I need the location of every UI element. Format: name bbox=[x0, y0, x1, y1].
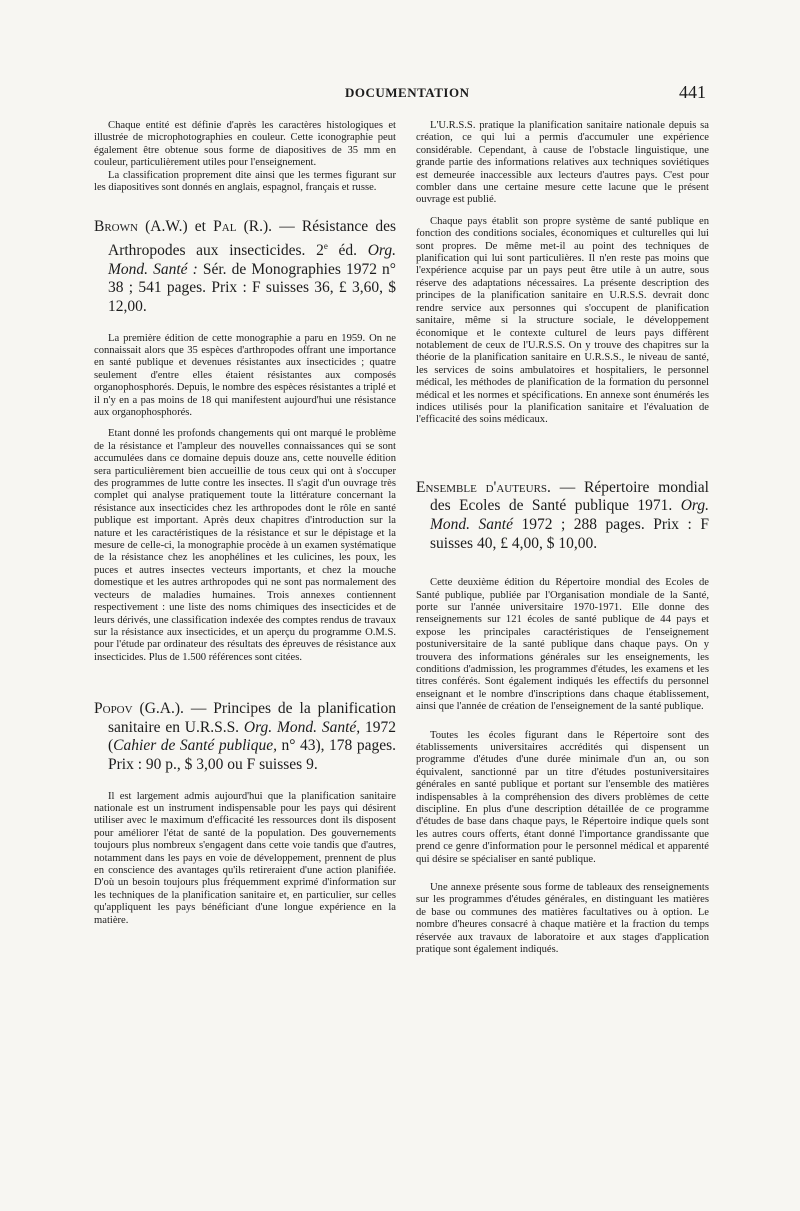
ref-author-ensemble: Ensemble d'auteurs. bbox=[416, 478, 551, 496]
repertoire-paragraph-1: Cette deuxième édition du Répertoire mondial des Ecoles de Santé publique, publiée par l'Organisation mondiale de la Santé, porte sur l'année universitaire 1970-1971. Elle donne des renseignements sur 121 écoles de santé publique de 44 pays et expose les principales caractéristiques de l'enseignement postuniversitaire de la santé publique dans chaque pays. On y trouvera des informations générales sur les enseignements, les conditions d'admission, les programmes d'études, les examens et les titres conférés. Sont également indiqués les effectifs du personnel enseignant et le nombre d'inscriptions dans chaque établissement, ainsi que l'année de création de l'enseignement de la santé publique. bbox=[416, 577, 709, 713]
ref-author-pal: Pal bbox=[213, 218, 237, 236]
left-column bbox=[94, 120, 396, 927]
repertoire-paragraph-3: Une annexe présente sous forme de tableaux des renseignements sur les programmes d'études générales, en distinguant les matières de base ou communes des matières facultatives ou à option. Le nombre d'heures consacré à chaque matière et la fraction du temps réservée aux travaux de laboratoire et aux stages d'application pratique sont également indiqués. bbox=[416, 882, 709, 956]
ref-author-popov: Popov bbox=[94, 700, 133, 718]
reference-popov: Popov (G.A.). — Principes de la planification sanitaire en U.R.S.S. Org. Mond. Santé, 1972 (Cahier de Santé publique, n° 43), 178 pages. Prix : 90 p., $ 3,00 ou F suisses 9. bbox=[94, 700, 396, 773]
ref-publisher: Org. Mond. Santé : bbox=[108, 242, 396, 278]
page-number: 441 bbox=[679, 82, 706, 102]
running-title: DOCUMENTATION bbox=[345, 85, 470, 100]
reference-brown-pal: Brown (A.W.) et Pal (R.). — Résistance des Arthropodes aux insecticides. 2e éd. Org. Mond. Santé : Sér. de Monographies 1972 n° 38 ; 541 pages. Prix : F suisses 36, £ 3,60, $ 12,00. bbox=[94, 218, 396, 315]
popov-paragraph-3: Chaque pays établit son propre système de santé publique en fonction des conditions sociales, économiques et culturelles qui lui sont propres. De même met-il au point des techniques de planification qui lui sont particulières. Il n'en reste pas moins que l'expérience acquise par un pays peut être utile à un autre, sous réserve des adaptations nécessaires. La présente description des principes de la planification sanitaire en U.R.S.S. devrait donc rendre service aux personnes qui s'occupent de planification sanitaire, même si la structure sociale, le développement économique et le contexte culturel de leurs pays diffèrent notablement de ceux de l'U.R.S.S. On y trouve des chapitres sur la théorie de la planification sanitaire en U.R.S.S., le niveau de santé, les services de soins ambulatoires et hospitaliers, le personnel médical, les méthodes de planification de la formation du personnel médical et les normes et spécifications. En annexe sont énumérés les indices utilisés pour la planification sanitaire et l'évaluation de l'efficacité des soins médicaux. bbox=[416, 215, 709, 426]
page-header bbox=[0, 82, 800, 104]
popov-paragraph-1: Il est largement admis aujourd'hui que la planification sanitaire nationale est un instrument indispensable pour les pays qui désirent utiliser avec le maximum d'efficacité les ressources dont ils disposent pour améliorer l'état de santé de la population. Des gouvernements toujours plus nombreux s'engagent dans cette voie tandis que d'autres, notamment dans les pays en voie de développement, prennent de plus en conscience des avantages qu'ils retireraient d'une action planifiée. D'où un besoin toujours plus fréquemment exprimé d'information sur les techniques de la planification sanitaire et, en particulier, sur celles qu'appliquent les pays bénéficiant d'une longue expérience en la matière. bbox=[94, 790, 396, 926]
intro-paragraph-2: La classification proprement dite ainsi que les termes figurant sur les diapositives sont donnés en anglais, espagnol, français et russe. bbox=[94, 169, 396, 194]
brown-paragraph-2: Etant donné les profonds changements qui ont marqué le problème de la résistance et l'ampleur des nouvelles connaissances qui se sont accumulées dans ce domaine depuis douze ans, cette nouvelle édition sera particulièrement bien accueillie de tous ceux qui ont à s'occuper des programmes de lutte contre les insectes. Il s'agit d'un ouvrage très complet qui analyse pratiquement toute la littérature concernant la résistance aux insecticides chez les arthropodes dont le rôle en santé publique est important. Après deux chapitres d'introduction sur la nature et les caractéristiques de la résistance et sur le dépistage et la mesure de celle-ci, la monographie procède à un examen systématique de la résistance chez les anophélines et les culicines, les poux, les puces et autres insectes vecteurs importants, et chez la mouche domestique et les autres arthropodes qui ne sont pas normalement des vecteurs de maladies humaines. Trois annexes contiennent respectivement : une liste des noms chimiques des insecticides et de leurs dérivés, une classification indexée des comptes rendus de travaux sur la résistance aux insecticides, et un aperçu du programme O.M.S. pour l'étude par ordinateur des résultats des épreuves de résistance aux insecticides. Plus de 1.500 références sont citées. bbox=[94, 428, 396, 663]
brown-paragraph-1: La première édition de cette monographie a paru en 1959. On ne connaissait alors que 35 espèces d'arthropodes offrant une importance en santé publique et devenues résistantes aux insecticides ; quatre seulement d'entre elles étaient résistantes aux composés organophosphorés. Depuis, le nombre des espèces résistantes a triplé et il n'y en a pas moins de 18 qui manifestent aujourd'hui une résistance aux organophosphorés. bbox=[94, 332, 396, 418]
intro-paragraph-1: Chaque entité est définie d'après les caractères histologiques et illustrée de microphotographies en couleur. Cette iconographie peut également être obtenue sous forme de diapositives de 35 mm en couleur, particulièrement utiles pour l'enseignement. bbox=[94, 120, 396, 169]
right-column bbox=[416, 120, 709, 957]
popov-paragraph-2: L'U.R.S.S. pratique la planification sanitaire nationale depuis sa création, ce qui lui a permis d'accumuler une expérience considérable. Cependant, à cause de l'obstacle linguistique, une grande partie des informations relatives aux techniques soviétiques est demeurée inaccessible aux lecteurs d'autres pays. C'est pour combler dans une certaine mesure cette lacune que le présent ouvrage est publié. bbox=[416, 120, 709, 206]
repertoire-paragraph-2: Toutes les écoles figurant dans le Répertoire sont des établissements universitaires accrédités qui dispensent un programme d'études d'une durée minimale d'un an, ou son équivalent, sanctionné par un titre d'études postuniversitaires générales en santé publique et portant sur l'ensemble des matières indispensables à la compréhension des divers problèmes de cette discipline. En plus d'une description détaillée de ce programme d'études de base dans chaque pays, le Répertoire indique quels sont les autres cours offerts, étant donné l'importance grandissante que prend ce genre d'information pour le personnel médical et apparenté qui désire se spécialiser en santé publique. bbox=[416, 729, 709, 865]
reference-ensemble-auteurs: Ensemble d'auteurs. — Répertoire mondial des Ecoles de Santé publique 1971. Org. Mond. Santé 1972 ; 288 pages. Prix : F suisses 40, £ 4,00, $ 10,00. bbox=[416, 478, 709, 552]
ref-author-brown: Brown bbox=[94, 218, 138, 236]
